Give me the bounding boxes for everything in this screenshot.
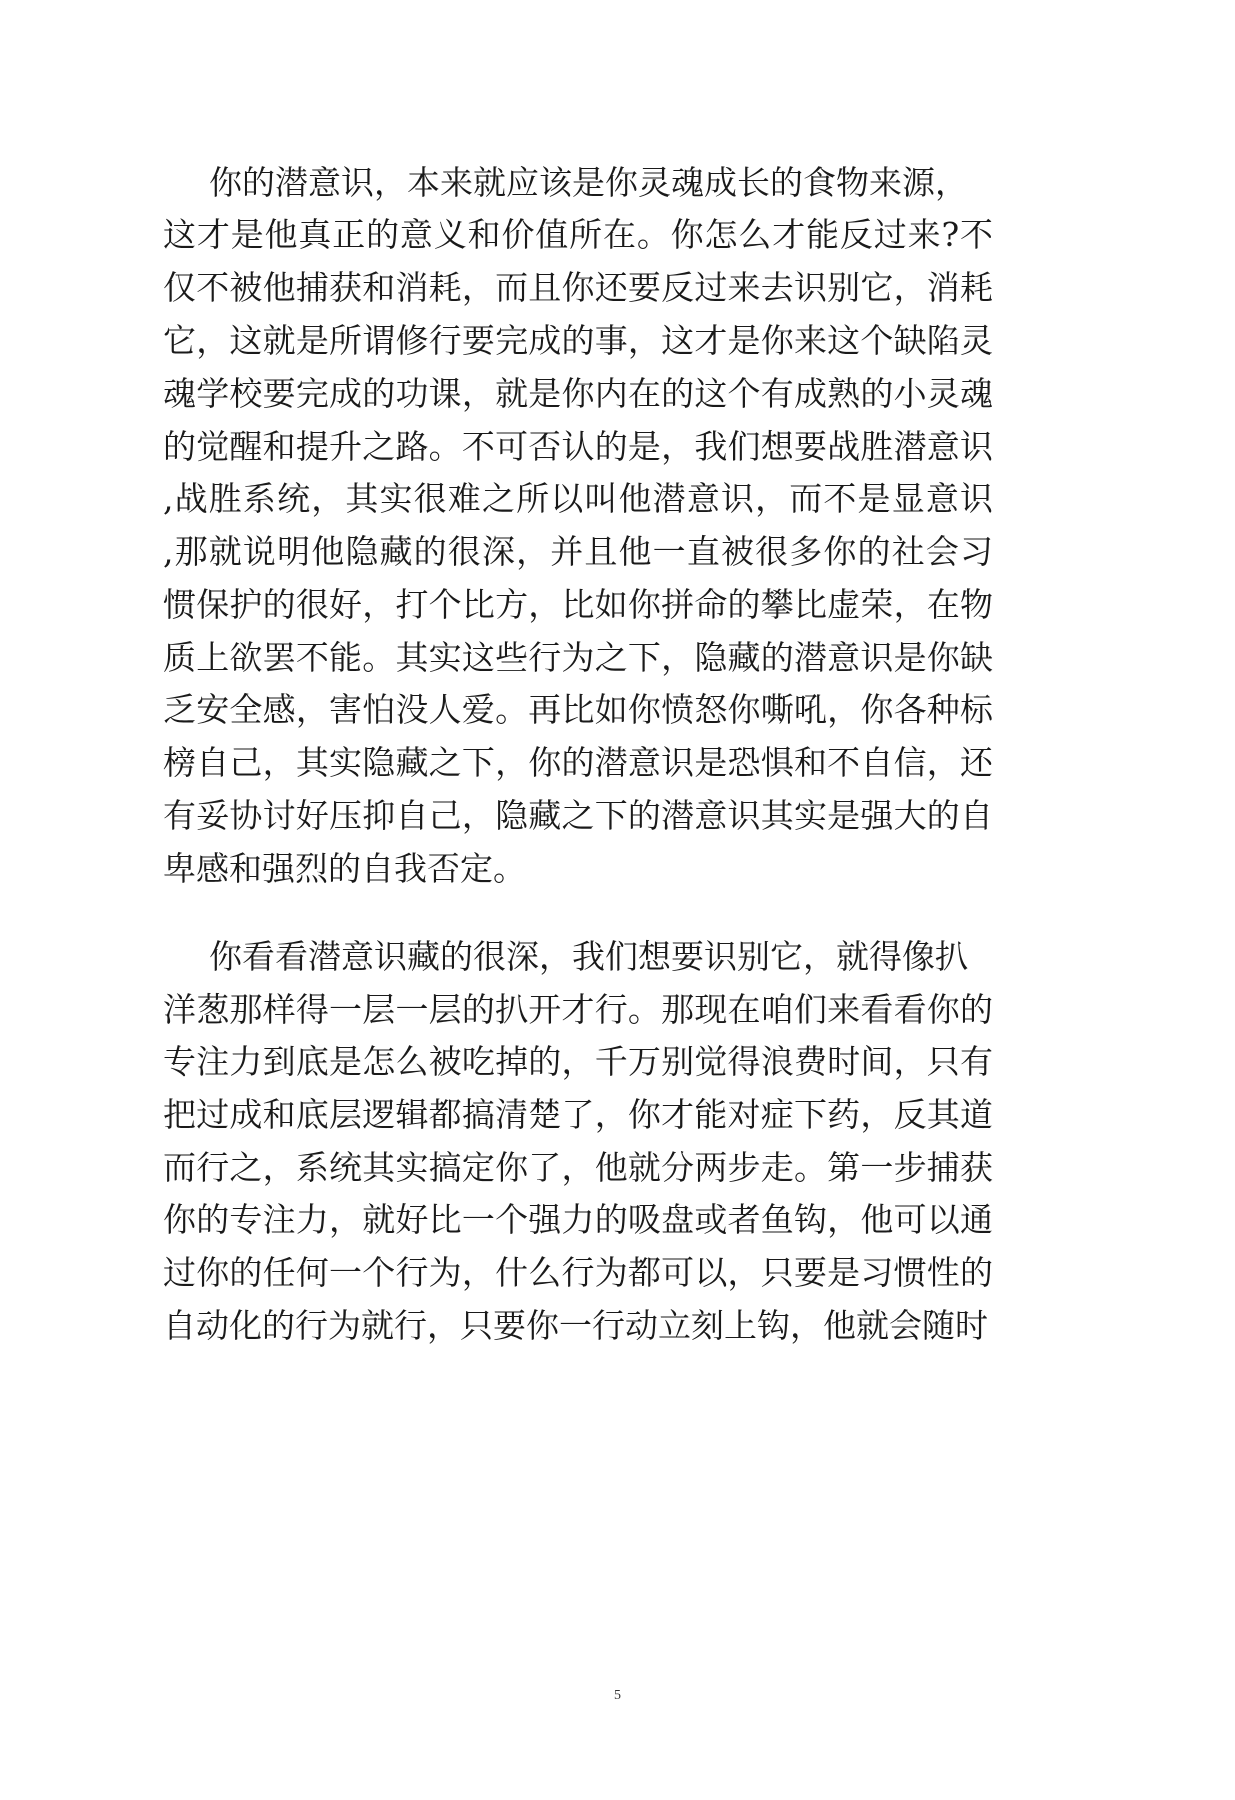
text-line: ,战胜系统，其实很难之所以叫他潜意识，而不是显意识 — [163, 479, 993, 518]
text-line: 乏安全感，害怕没人爱。再比如你愤怒你嘶吼，你各种标 — [163, 690, 993, 729]
page-number: 5 — [614, 1688, 621, 1703]
text-line: 的觉醒和提升之路。不可否认的是，我们想要战胜潜意识 — [163, 427, 993, 466]
text-line: 卑感和强烈的自我否定。 — [163, 849, 526, 888]
text-line: 自动化的行为就行，只要你一行动立刻上钩，他就会随时 — [163, 1306, 988, 1345]
text-line: 把过成和底层逻辑都搞清楚了，你才能对症下药，反其道 — [163, 1095, 993, 1134]
text-line: 你看看潜意识藏的很深，我们想要识别它，就得像扒 — [209, 937, 968, 976]
text-line: 仅不被他捕获和消耗，而且你还要反过来去识别它，消耗 — [163, 268, 993, 307]
text-line: 魂学校要完成的功课，就是你内在的这个有成熟的小灵魂 — [163, 374, 993, 413]
text-line: 榜自己，其实隐藏之下，你的潜意识是恐惧和不自信，还 — [163, 743, 993, 782]
text-line: 质上欲罢不能。其实这些行为之下，隐藏的潜意识是你缺 — [163, 638, 993, 677]
text-line: 这才是他真正的意义和价值所在。你怎么才能反过来?不 — [163, 215, 993, 254]
text-line: 它，这就是所谓修行要完成的事，这才是你来这个缺陷灵 — [163, 321, 993, 360]
text-line: 你的专注力，就好比一个强力的吸盘或者鱼钩，他可以通 — [163, 1200, 993, 1239]
text-line: 而行之，系统其实搞定你了，他就分两步走。第一步捕获 — [163, 1148, 993, 1187]
text-line: 专注力到底是怎么被吃掉的，千万别觉得浪费时间，只有 — [163, 1042, 993, 1081]
text-line: 你的潜意识，本来就应该是你灵魂成长的食物来源， — [209, 163, 968, 202]
text-line: 洋葱那样得一层一层的扒开才行。那现在咱们来看看你的 — [163, 990, 993, 1029]
text-line: 过你的任何一个行为，什么行为都可以，只要是习惯性的 — [163, 1253, 993, 1292]
text-line: 有妥协讨好压抑自己，隐藏之下的潜意识其实是强大的自 — [163, 796, 993, 835]
text-line: ,那就说明他隐藏的很深，并且他一直被很多你的社会习 — [163, 532, 993, 571]
text-line: 惯保护的很好，打个比方，比如你拼命的攀比虚荣，在物 — [163, 585, 993, 624]
